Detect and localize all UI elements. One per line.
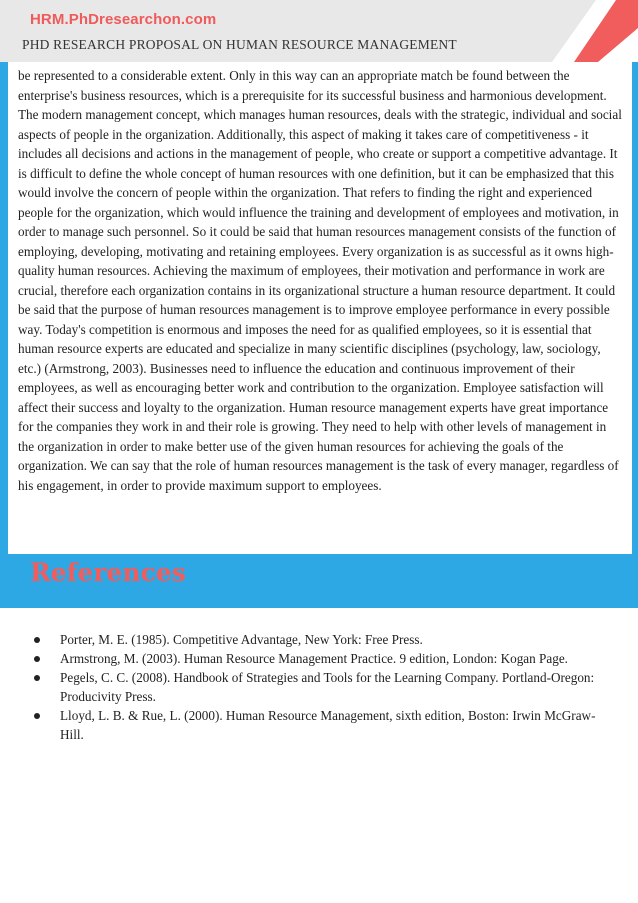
site-title: HRM.PhDresearchon.com [30,11,217,28]
reference-item: Lloyd, L. B. & Rue, L. (2000). Human Resource Management, sixth edition, Boston: Irwin McGraw-Hill. [60,706,608,744]
page-header [0,0,638,62]
body-paragraph: be represented to a considerable extent. Only in this way can an appropriate match be found between the enterprise's business resources, which is a prerequisite for its successful business and harmonious development. The modern management concept, which manages human resources, deals with the strategic, individual and social aspects of people in the organization. Additionally, this aspect of making it takes care of competitiveness - it includes all decisions and actions in the management of people, who create or support a competitive advantage. It is difficult to define the whole concept of human resources with one definition, but it can be emphasized that this would involve the concern of people within the organization. That refers to finding the right and experienced people for the organization, which would influence the training and development of employees and motivation, in order to manage such personnel. So it could be said that human resources management consists of the function of employing, developing, motivating and retaining employees. Every organization is as successful as it owns high-quality human resources. Achieving the maximum of employees, their motivation and performance in work are crucial, therefore each organization contains in its organizational structure a human resource department. It could be said that the purpose of human resources management is to improve employee performance in every possible way. Today's competition is enormous and imposes the need for as qualified employees, so it is essential that human resource experts are educated and specialize in many scientific disciplines (psychology, law, sociology, etc.) (Armstrong, 2003). Businesses need to influence the education and continuous improvement of their employees, as well as encouraging better work and contribution to the organization. Employee satisfaction will affect their success and loyalty to the organization. Human resource management experts have great importance for the companies they work in and their role is growing. They need to help with other levels of management in the organization in order to make better use of the given human resources for achieving the goals of the organization. We can say that the role of human resources management is the task of every manager, regardless of his engagement, in order to provide maximum support to employees. [18,68,622,493]
references-list [18,630,608,744]
document-title: PHD RESEARCH PROPOSAL ON HUMAN RESOURCE MANAGEMENT [22,37,457,52]
header-diagonal-stripe [518,0,638,62]
reference-item: Porter, M. E. (1985). Competitive Advantage, New York: Free Press. [60,630,608,649]
reference-item: Pegels, C. C. (2008). Handbook of Strategies and Tools for the Learning Company. Portland-Oregon: Producivity Press. [60,668,608,706]
reference-item: Armstrong, M. (2003). Human Resource Management Practice. 9 edition, London: Kogan Page. [60,649,608,668]
references-heading: References [30,558,186,587]
